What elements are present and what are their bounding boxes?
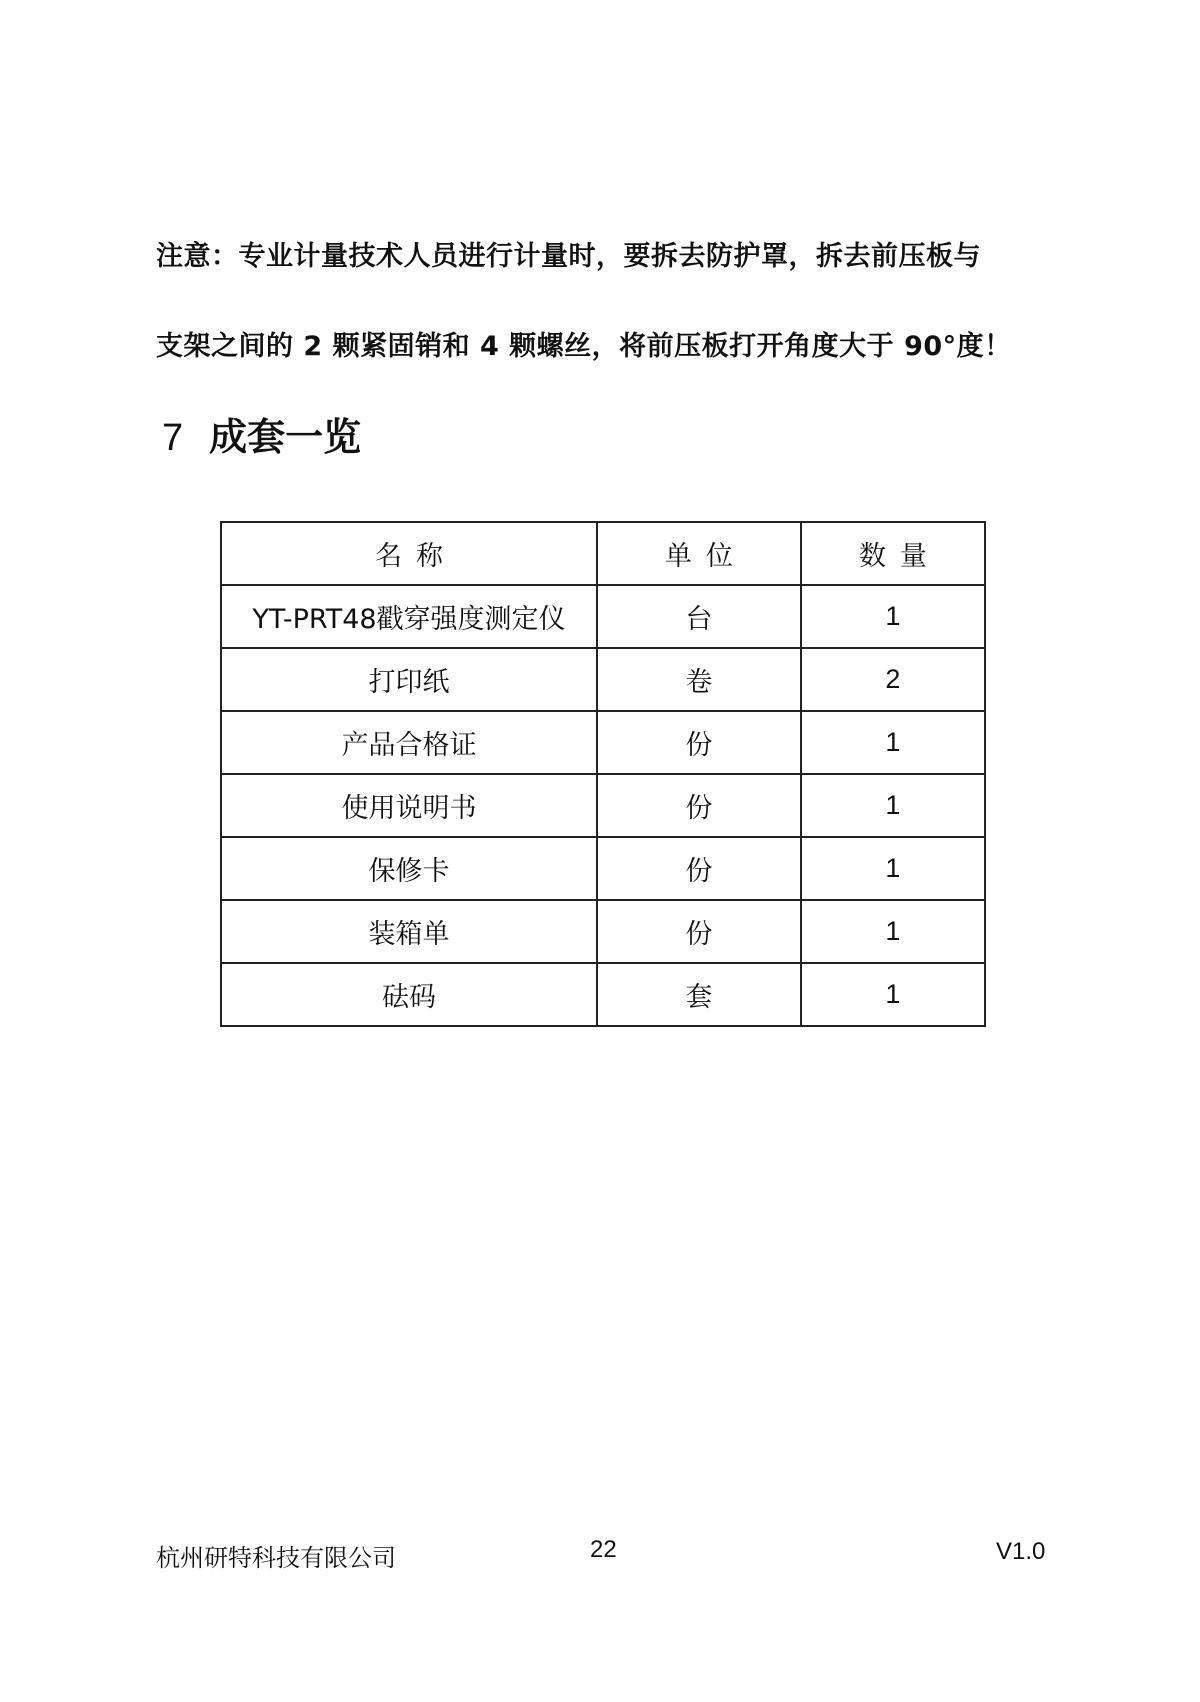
item-qty: 1 — [801, 585, 985, 648]
item-qty: 1 — [801, 837, 985, 900]
item-unit: 份 — [597, 900, 801, 963]
table-row — [221, 711, 985, 774]
section-title-text: 成套一览 — [209, 415, 362, 459]
table-row — [221, 774, 985, 837]
item-unit: 份 — [597, 774, 801, 837]
header-qty: 数量 — [801, 522, 985, 585]
table-row — [221, 963, 985, 1026]
footer-company: 杭州研特科技有限公司 — [156, 1544, 396, 1572]
header-unit: 单位 — [597, 522, 801, 585]
table-row — [221, 648, 985, 711]
table-row — [221, 900, 985, 963]
item-qty: 1 — [801, 963, 985, 1026]
item-name: 产品合格证 — [221, 711, 597, 774]
item-qty: 1 — [801, 774, 985, 837]
item-unit: 份 — [597, 837, 801, 900]
item-qty: 2 — [801, 648, 985, 711]
section-number: 7 — [162, 417, 184, 459]
table-header-row — [221, 522, 985, 585]
item-name: 装箱单 — [221, 900, 597, 963]
footer-version: V1.0 — [996, 1538, 1046, 1565]
item-name: 打印纸 — [221, 648, 597, 711]
item-name: 砝码 — [221, 963, 597, 1026]
table-row — [221, 837, 985, 900]
item-name: 保修卡 — [221, 837, 597, 900]
note-line-2: 支架之间的 2 颗紧固销和 4 颗螺丝，将前压板打开角度大于 90°度！ — [156, 331, 1012, 362]
item-unit: 份 — [597, 711, 801, 774]
item-unit: 套 — [597, 963, 801, 1026]
kit-list-table — [220, 521, 986, 1027]
item-name: 使用说明书 — [221, 774, 597, 837]
note-line-1: 注意：专业计量技术人员进行计量时，要拆去防护罩，拆去前压板与 — [156, 241, 981, 272]
note-paragraph — [156, 212, 1056, 392]
table-row — [221, 585, 985, 648]
item-unit: 卷 — [597, 648, 801, 711]
item-qty: 1 — [801, 711, 985, 774]
item-unit: 台 — [597, 585, 801, 648]
section-heading — [162, 406, 361, 461]
footer-page-number: 22 — [590, 1536, 617, 1563]
item-qty: 1 — [801, 900, 985, 963]
item-name: YT-PRT48戳穿强度测定仪 — [221, 585, 597, 648]
header-name: 名称 — [221, 522, 597, 585]
